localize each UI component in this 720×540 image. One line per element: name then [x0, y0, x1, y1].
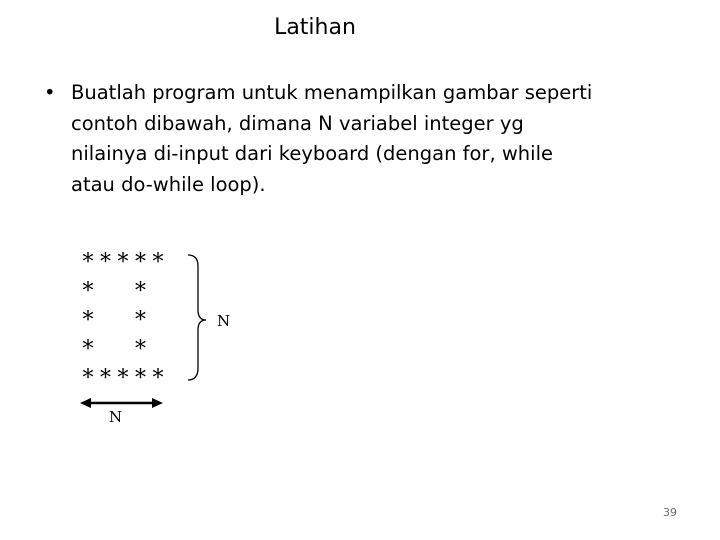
- star-mark: *: [82, 366, 94, 391]
- page-number: 39: [663, 506, 677, 519]
- star-mark: *: [135, 279, 146, 304]
- star-mark: *: [100, 250, 111, 275]
- star-mark: *: [135, 337, 146, 362]
- bullet-line: Buatlah program untuk menampilkan gambar seperti: [71, 81, 593, 104]
- star-mark: *: [82, 250, 94, 275]
- width-n-label: N: [109, 408, 123, 426]
- height-n-label: N: [217, 312, 231, 330]
- bullet-line: nilainya di-input dari keyboard (dengan for, while: [71, 142, 553, 165]
- bullet-dot-icon: •: [44, 81, 56, 104]
- bullet-line: contoh dibawah, dimana N variabel integer yg: [71, 111, 524, 135]
- slide-title: Latihan: [274, 15, 356, 40]
- star-mark: *: [117, 250, 129, 275]
- right-brace-icon: [188, 255, 206, 380]
- star-mark: *: [100, 366, 111, 391]
- star-mark: *: [152, 250, 164, 275]
- star-mark: *: [135, 250, 146, 275]
- star-mark: *: [82, 308, 94, 333]
- star-mark: *: [82, 279, 94, 304]
- star-mark: *: [135, 308, 146, 333]
- star-mark: *: [152, 366, 164, 391]
- star-mark: *: [135, 366, 146, 391]
- star-mark: *: [82, 337, 94, 362]
- double-arrow-icon: [80, 398, 163, 408]
- bullet-line: atau do-while loop).: [71, 172, 266, 196]
- star-mark: *: [117, 366, 129, 391]
